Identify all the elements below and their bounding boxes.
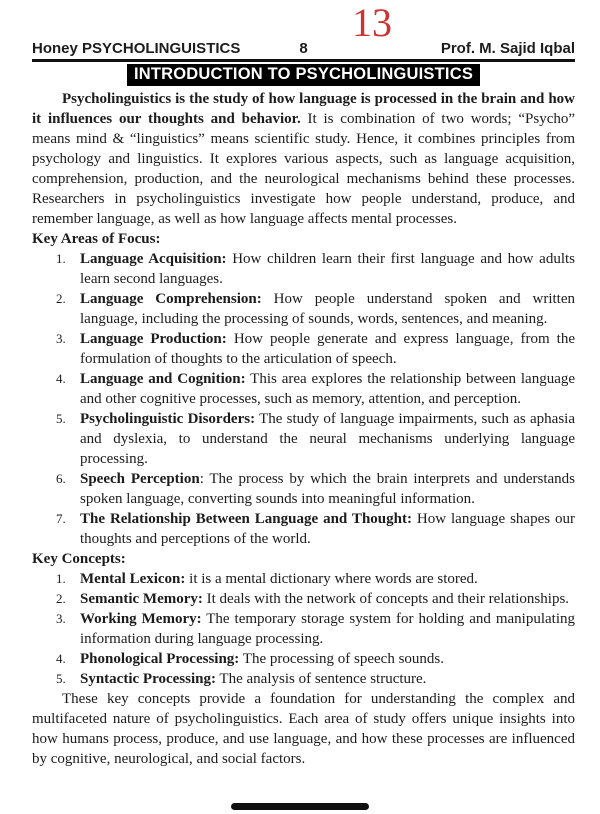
list-item-desc: : The process by which the brain interprets and understands spoken language, converting sounds into meaningful information. xyxy=(80,471,575,507)
list-item-desc: The processing of speech sounds. xyxy=(239,651,444,667)
list-item-desc: How people generate and express language, from the formulation of thoughts to the articulation of speech. xyxy=(80,331,575,367)
list-item xyxy=(32,249,575,289)
list-item-desc: The study of language impairments, such as aphasia and dyslexia, to understand the neural mechanisms underlying language processing. xyxy=(80,411,575,467)
list-item xyxy=(32,509,575,549)
list-item-text xyxy=(80,289,575,329)
list-item xyxy=(32,469,575,509)
list-item-number: 4. xyxy=(56,371,66,386)
page-header xyxy=(32,40,575,62)
list-item-term: Syntactic Processing: xyxy=(80,671,216,687)
list-item-number: 2. xyxy=(56,591,66,606)
document-title: INTRODUCTION TO PSYCHOLINGUISTICS xyxy=(127,64,480,86)
list-item-number: 4. xyxy=(56,651,66,666)
section-heading: Key Concepts: xyxy=(32,551,126,567)
list-item-text xyxy=(80,409,575,469)
list-item-number: 7. xyxy=(56,511,66,526)
list-item-text xyxy=(80,369,575,409)
list-item-desc: It deals with the network of concepts and their relationships. xyxy=(202,591,570,607)
list-item xyxy=(32,609,575,649)
sections-container xyxy=(32,229,575,689)
list-item-term: Mental Lexicon: xyxy=(80,571,186,587)
list-item-desc: How people understand spoken and written language, including the processing of sounds, words, sentences, and meaning. xyxy=(80,291,575,327)
header-page-number: 8 xyxy=(299,40,308,57)
list-item xyxy=(32,649,575,669)
list-item-number: 1. xyxy=(56,251,66,266)
list-item-desc: This area explores the relationship between language and other cognitive processes, such as memory, attention, and perception. xyxy=(80,371,576,407)
list-item xyxy=(32,669,575,689)
list-item-text xyxy=(80,249,575,289)
list-item-number: 5. xyxy=(56,671,66,686)
list-item-text xyxy=(80,569,575,589)
list-item-text xyxy=(80,609,575,649)
home-indicator-bar[interactable] xyxy=(231,803,369,810)
section-heading: Key Areas of Focus: xyxy=(32,231,161,247)
list-item-desc: The analysis of sentence structure. xyxy=(215,671,427,687)
list-item-term: The Relationship Between Language and Thought: xyxy=(80,511,412,527)
list-item-term: Language Acquisition: xyxy=(80,251,227,267)
list-item-term: Psycholinguistic Disorders: xyxy=(80,411,256,427)
list-item-term: Language and Cognition: xyxy=(80,371,246,387)
title-row xyxy=(32,64,575,86)
list-item-text xyxy=(80,589,575,609)
header-author: Prof. M. Sajid Iqbal xyxy=(440,40,575,57)
list-item-desc: it is a mental dictionary where words are stored. xyxy=(185,571,478,587)
list-item-term: Semantic Memory: xyxy=(80,591,203,607)
list-item-number: 5. xyxy=(56,411,66,426)
list-item xyxy=(32,409,575,469)
list-item-number: 6. xyxy=(56,471,66,486)
list-item-term: Language Production: xyxy=(80,331,227,347)
list-item xyxy=(32,569,575,589)
list-item-text xyxy=(80,649,575,669)
list-item-term: Speech Perception xyxy=(80,471,200,487)
list-item-number: 1. xyxy=(56,571,66,586)
intro-lead-sentence: Psycholinguistics is the study of how language is processed in the brain and how it influences our thoughts and behavior. xyxy=(32,91,575,127)
list-item-desc: How children learn their first language and how adults learn second languages. xyxy=(80,251,575,287)
intro-body-text: It is combination of two words; “Psycho” means mind & “linguistics” means scientific study. Hence, it combines principles from psychology and linguistics. It explores various aspects, such as language acquisition, comprehension, production, and the neurological mechanisms behind these processes. Researchers in psycholinguistics investigate how people understand, produce, and remember language, as well as how language affects mental processes. xyxy=(32,111,576,227)
list-item-text xyxy=(80,329,575,369)
list-item xyxy=(32,589,575,609)
list-item-term: Language Comprehension: xyxy=(80,291,262,307)
list-item-desc: The temporary storage system for holding and manipulating information during language processing. xyxy=(80,611,575,647)
list-item-number: 3. xyxy=(56,611,66,626)
list-item-term: Phonological Processing: xyxy=(80,651,240,667)
list-item xyxy=(32,289,575,329)
list-item-text xyxy=(80,469,575,509)
list-item-desc: How language shapes our thoughts and perceptions of the world. xyxy=(80,511,575,547)
intro-paragraph xyxy=(32,89,575,229)
list-item-number: 3. xyxy=(56,331,66,346)
list-item xyxy=(32,369,575,409)
closing-paragraph: These key concepts provide a foundation for understanding the complex and multifaceted nature of psycholinguistics. Each area of study offers unique insights into how humans process, produce, and use language, and how these processes are influenced by cognitive, neurological, and social factors. xyxy=(32,691,575,767)
list-item-text xyxy=(80,509,575,549)
list-item-number: 2. xyxy=(56,291,66,306)
header-course-title: Honey PSYCHOLINGUISTICS xyxy=(32,40,241,57)
list-item xyxy=(32,329,575,369)
handwritten-page-number: 13 xyxy=(352,0,392,45)
list-item-text xyxy=(80,669,575,689)
list-item-term: Working Memory: xyxy=(80,611,202,627)
